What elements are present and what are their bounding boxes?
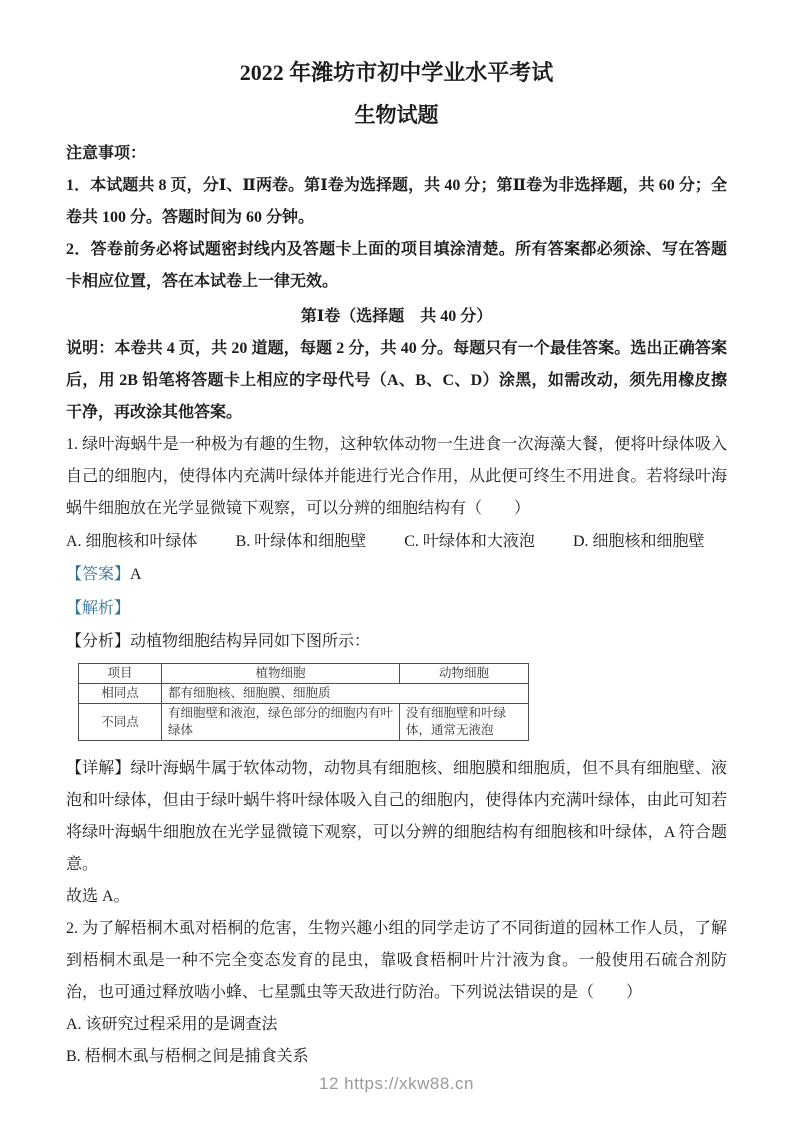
question-1-option-a: A. 细胞核和叶绿体 bbox=[66, 533, 198, 550]
answer-value: A bbox=[130, 566, 142, 583]
question-2-option-a: A. 该研究过程采用的是调查法 bbox=[66, 1016, 278, 1033]
question-2-stem: 2. 为了解梧桐木虱对梧桐的危害，生物兴趣小组的同学走访了不同街道的园林工作人员，了解到梧桐木虱是一种不完全变态发育的昆虫，靠吸食梧桐叶片汁液为食。一般使用石硫合剂防治，也可通过释放啮小蜂、七星瓢虫等天敌进行防治。下列说法错误的是（ ） bbox=[66, 920, 727, 1001]
explanation-label: 【解析】 bbox=[66, 600, 131, 617]
question-1 bbox=[66, 429, 727, 913]
notice-item-1: 1．本试题共 8 页，分Ⅰ、Ⅱ两卷。第Ⅰ卷为选择题，共 40 分；第Ⅱ卷为非选择题，共 60 分；全卷共 100 分。答题时间为 60 分钟。 bbox=[66, 177, 727, 226]
notice-item-2: 2．答卷前务必将试题密封线内及答题卡上面的项目填涂清楚。所有答案都必须涂、写在答题卡相应位置，答在本试卷上一律无效。 bbox=[66, 241, 727, 290]
table-header-animal-cell: 动物细胞 bbox=[400, 664, 529, 684]
detail-text: 绿叶海蜗牛属于软体动物，动物具有细胞核、细胞膜和细胞质，但不具有细胞壁、液泡和叶绿体，但由于绿叶蜗牛将叶绿体吸入自己的细胞内，使得体内充满叶绿体，由此可知若将绿叶海蜗牛细胞放在光学显微镜下观察，可以分辨的细胞结构有细胞核和叶绿体，A 符合题意。 bbox=[66, 760, 727, 873]
differences-animal-cell: 没有细胞壁和叶绿体，通常无液泡 bbox=[400, 704, 529, 741]
differences-plant-cell: 有细胞壁和液泡，绿色部分的细胞内有叶绿体 bbox=[162, 704, 400, 741]
analysis-text: 动植物细胞结构异同如下图所示： bbox=[130, 633, 371, 650]
page-subtitle: 生物试题 bbox=[354, 103, 439, 127]
differences-label-cell: 不同点 bbox=[79, 704, 162, 741]
cell-comparison-table bbox=[78, 663, 529, 741]
question-2-option-b: B. 梧桐木虱与梧桐之间是捕食关系 bbox=[66, 1048, 309, 1065]
question-1-option-d: D. 细胞核和细胞壁 bbox=[572, 533, 705, 550]
table-header-item: 项目 bbox=[79, 664, 162, 684]
section-1-heading: 第Ⅰ卷（选择题 共 40 分） bbox=[300, 308, 493, 325]
question-1-options bbox=[66, 525, 727, 558]
explanation-line bbox=[66, 592, 727, 626]
question-1-option-c: C. 叶绿体和大液泡 bbox=[404, 533, 535, 550]
question-1-stem: 1. 绿叶海蜗牛是一种极为有趣的生物，这种软体动物一生进食一次海藻大餐，便将叶绿体吸入自己的细胞内，使得体内充满叶绿体并能进行光合作用，从此便可终生不用进食。若将绿叶海蜗牛细胞放在光学显微镜下观察，可以分辨的细胞结构有（ ） bbox=[66, 436, 727, 517]
answer-line bbox=[66, 558, 727, 592]
question-1-option-b: B. 叶绿体和细胞壁 bbox=[235, 533, 367, 550]
analysis-line bbox=[66, 626, 727, 658]
page-footer-watermark: 12 https://xkw88.cn bbox=[318, 1074, 475, 1093]
detail-label: 【详解】 bbox=[66, 760, 131, 777]
similarities-value-cell: 都有细胞核、细胞膜、细胞质 bbox=[162, 684, 529, 704]
table-header-plant-cell: 植物细胞 bbox=[162, 664, 400, 684]
detail-paragraph bbox=[66, 753, 727, 881]
conclusion-line: 故选 A。 bbox=[66, 888, 130, 905]
similarities-label-cell: 相同点 bbox=[79, 684, 162, 704]
section-1-instructions: 说明：本卷共 4 页，共 20 道题，每题 2 分，共 40 分。每题只有一个最佳答案。选出正确答案后，用 2B 铅笔将答题卡上相应的字母代号（A、B、C、D）涂黑，如需改动，须先用橡皮擦干净，再改涂其他答案。 bbox=[66, 340, 727, 421]
table-row-similarities bbox=[79, 684, 529, 704]
notice-heading: 注意事项： bbox=[66, 145, 147, 162]
answer-label: 【答案】 bbox=[66, 566, 131, 583]
analysis-label: 【分析】 bbox=[66, 633, 131, 650]
table-header-row bbox=[79, 664, 529, 684]
table-row-differences bbox=[79, 704, 529, 741]
page-title: 2022 年潍坊市初中学业水平考试 bbox=[239, 60, 554, 85]
question-2 bbox=[66, 913, 727, 1073]
